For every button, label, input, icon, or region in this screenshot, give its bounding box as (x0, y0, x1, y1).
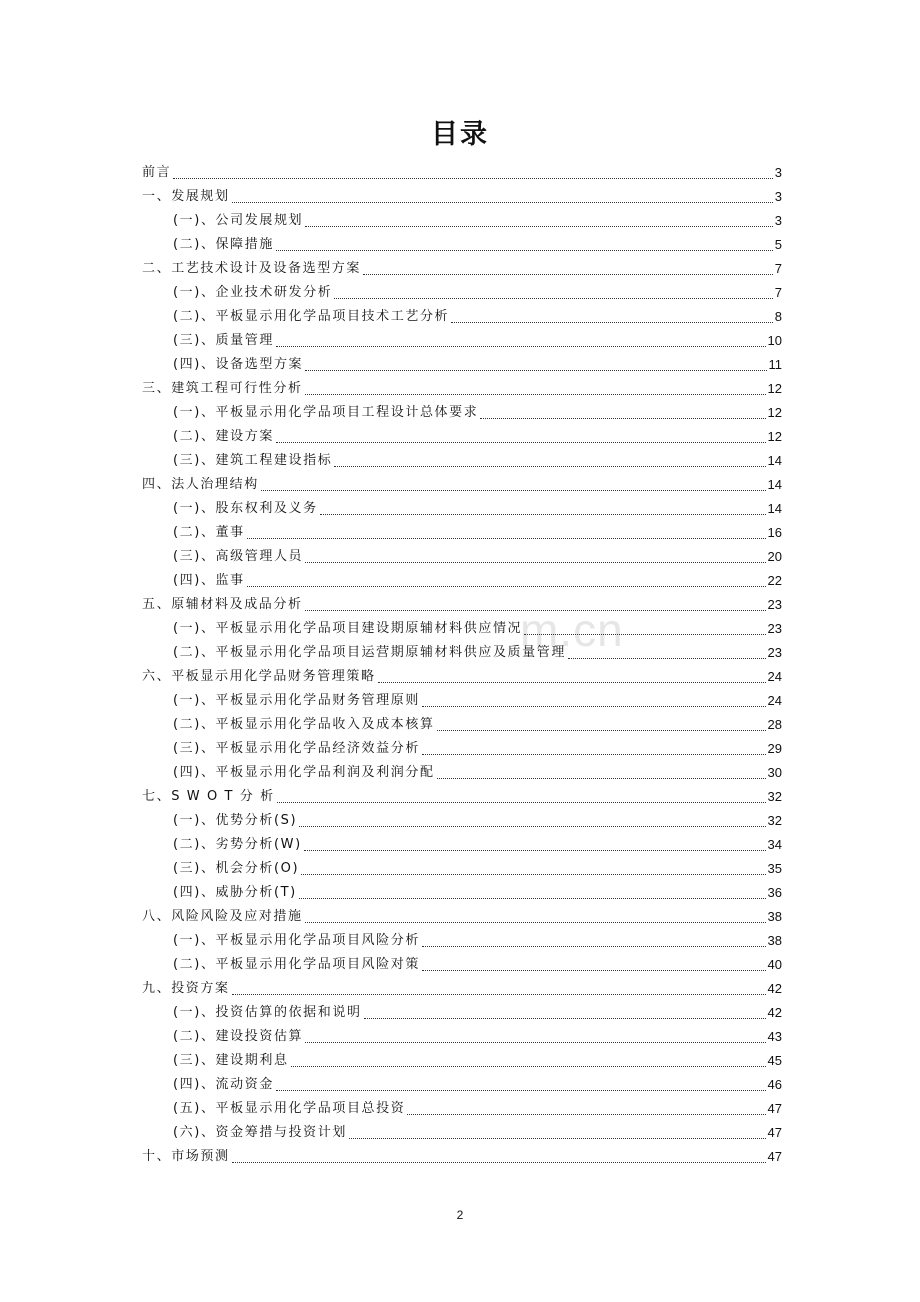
toc-entry-page: 8 (774, 309, 782, 324)
toc-entry-label: (二)、建设投资估算 (173, 1029, 304, 1044)
toc-entry[interactable] (142, 665, 782, 689)
toc-entry[interactable] (142, 161, 782, 185)
toc-entry[interactable] (142, 1049, 782, 1073)
toc-entry-page: 5 (774, 237, 782, 252)
toc-dot-leader (305, 369, 766, 371)
toc-dot-leader (305, 921, 766, 923)
toc-entry-label: (三)、建设期利息 (173, 1053, 289, 1068)
toc-entry-page: 43 (767, 1029, 782, 1044)
toc-dot-leader (299, 825, 765, 827)
toc-entry[interactable] (142, 761, 782, 785)
toc-entry-page: 12 (767, 381, 782, 396)
toc-entry[interactable] (142, 689, 782, 713)
toc-dot-leader (304, 849, 766, 851)
toc-entry-label: (一)、股东权利及义务 (173, 501, 318, 516)
toc-entry-page: 47 (767, 1149, 782, 1164)
toc-entry-page: 38 (767, 933, 782, 948)
toc-entry-label: (四)、平板显示用化学品利润及利润分配 (173, 765, 435, 780)
toc-entry-page: 42 (767, 1005, 782, 1020)
toc-entry-page: 30 (767, 765, 782, 780)
toc-entry-label: (二)、建设方案 (173, 429, 274, 444)
toc-entry-page: 47 (767, 1101, 782, 1116)
toc-entry-label: (一)、优势分析(S) (173, 813, 298, 828)
toc-entry[interactable] (142, 497, 782, 521)
toc-entry-page: 35 (767, 861, 782, 876)
toc-dot-leader (364, 1017, 766, 1019)
toc-entry[interactable] (142, 1025, 782, 1049)
toc-entry[interactable] (142, 281, 782, 305)
toc-entry-label: 二、工艺技术设计及设备选型方案 (142, 261, 362, 276)
toc-dot-leader (437, 777, 766, 779)
toc-dot-leader (334, 297, 772, 299)
toc-dot-leader (320, 513, 766, 515)
toc-entry-label: 五、原辅材料及成品分析 (142, 597, 303, 612)
toc-entry-label: (二)、平板显示用化学品项目运营期原辅材料供应及质量管理 (173, 645, 566, 660)
toc-entry[interactable] (142, 713, 782, 737)
toc-entry[interactable] (142, 953, 782, 977)
toc-entry-page: 12 (767, 405, 782, 420)
toc-entry-label: 八、风险风险及应对措施 (142, 909, 303, 924)
toc-entry-page: 10 (767, 333, 782, 348)
toc-entry-page: 3 (774, 213, 782, 228)
toc-entry-page: 24 (767, 693, 782, 708)
toc-dot-leader (422, 753, 766, 755)
toc-entry[interactable] (142, 473, 782, 497)
toc-dot-leader (173, 177, 773, 179)
toc-entry-label: (一)、平板显示用化学品项目风险分析 (173, 933, 420, 948)
toc-dot-leader (277, 801, 766, 803)
toc-entry-page: 28 (767, 717, 782, 732)
toc-dot-leader (232, 1161, 766, 1163)
toc-entry-page: 32 (767, 789, 782, 804)
page-number: 2 (456, 1208, 464, 1222)
toc-entry[interactable] (142, 929, 782, 953)
toc-entry[interactable] (142, 521, 782, 545)
toc-entry[interactable] (142, 569, 782, 593)
toc-dot-leader (480, 417, 765, 419)
toc-entry-label: (四)、设备选型方案 (173, 357, 304, 372)
toc-dot-leader (568, 657, 766, 659)
toc-dot-leader (291, 1065, 766, 1067)
toc-entry[interactable] (142, 737, 782, 761)
toc-dot-leader (451, 321, 773, 323)
toc-dot-leader (305, 225, 773, 227)
toc-entry-label: (一)、平板显示用化学品项目建设期原辅材料供应情况 (173, 621, 523, 636)
toc-dot-leader (407, 1113, 765, 1115)
toc-entry-label: 前言 (142, 165, 172, 180)
toc-entry-label: (一)、企业技术研发分析 (173, 285, 333, 300)
toc-entry-page: 23 (767, 597, 782, 612)
toc-dot-leader (378, 681, 766, 683)
toc-entry[interactable] (142, 977, 782, 1001)
toc-dot-leader (305, 609, 766, 611)
toc-dot-leader (276, 345, 766, 347)
toc-entry-page: 24 (767, 669, 782, 684)
toc-entry[interactable] (142, 881, 782, 905)
toc-entry[interactable] (142, 401, 782, 425)
toc-entry[interactable] (142, 1001, 782, 1025)
toc-entry-label: 六、平板显示用化学品财务管理策略 (142, 669, 376, 684)
toc-entry-label: 十、市场预测 (142, 1149, 230, 1164)
toc-entry[interactable] (142, 329, 782, 353)
toc-entry-page: 34 (767, 837, 782, 852)
toc-dot-leader (422, 969, 766, 971)
toc-entry-label: (四)、威胁分析(T) (173, 885, 297, 900)
toc-entry-page: 46 (767, 1077, 782, 1092)
toc-entry-label: (六)、资金筹措与投资计划 (173, 1125, 347, 1140)
toc-entry[interactable] (142, 353, 782, 377)
toc-entry[interactable] (142, 257, 782, 281)
toc-entry-label: 三、建筑工程可行性分析 (142, 381, 303, 396)
toc-entry[interactable] (142, 617, 782, 641)
toc-dot-leader (232, 993, 766, 995)
toc-dot-leader (232, 201, 773, 203)
toc-dot-leader (305, 1041, 765, 1043)
table-of-contents (142, 161, 782, 1169)
toc-entry-label: (二)、劣势分析(W) (173, 837, 302, 852)
toc-entry-page: 29 (767, 741, 782, 756)
toc-entry-label: (三)、建筑工程建设指标 (173, 453, 333, 468)
toc-entry[interactable] (142, 545, 782, 569)
toc-entry-page: 14 (767, 453, 782, 468)
toc-dot-leader (305, 393, 766, 395)
toc-entry[interactable] (142, 857, 782, 881)
toc-entry[interactable] (142, 305, 782, 329)
toc-dot-leader (276, 441, 766, 443)
toc-entry[interactable] (142, 449, 782, 473)
toc-entry-label: (三)、质量管理 (173, 333, 274, 348)
toc-entry[interactable] (142, 1121, 782, 1145)
toc-entry-label: (四)、监事 (173, 573, 245, 588)
toc-entry-label: (三)、机会分析(O) (173, 861, 300, 876)
toc-dot-leader (363, 273, 773, 275)
toc-entry[interactable] (142, 1073, 782, 1097)
toc-entry-page: 38 (767, 909, 782, 924)
toc-title: 目录 (431, 119, 489, 150)
toc-entry-label: (二)、平板显示用化学品收入及成本核算 (173, 717, 435, 732)
toc-entry-label: (二)、保障措施 (173, 237, 274, 252)
toc-dot-leader (305, 561, 765, 563)
toc-dot-leader (247, 585, 766, 587)
toc-entry[interactable] (142, 785, 782, 809)
toc-entry-page: 23 (767, 645, 782, 660)
toc-entry-label: 九、投资方案 (142, 981, 230, 996)
toc-entry-label: (一)、公司发展规划 (173, 213, 304, 228)
toc-entry[interactable] (142, 809, 782, 833)
toc-dot-leader (334, 465, 765, 467)
toc-dot-leader (422, 705, 766, 707)
toc-entry-page: 7 (774, 285, 782, 300)
toc-entry-page: 42 (767, 981, 782, 996)
toc-entry-page: 23 (767, 621, 782, 636)
watermark: m.cn (520, 604, 624, 656)
toc-dot-leader (299, 897, 766, 899)
toc-dot-leader (301, 873, 765, 875)
toc-entry-page: 20 (767, 549, 782, 564)
toc-entry[interactable] (142, 833, 782, 857)
toc-dot-leader (437, 729, 766, 731)
toc-entry-label: (二)、平板显示用化学品项目风险对策 (173, 957, 420, 972)
toc-entry[interactable] (142, 641, 782, 665)
toc-entry-page: 47 (767, 1125, 782, 1140)
toc-entry-page: 40 (767, 957, 782, 972)
toc-entry-label: (三)、平板显示用化学品经济效益分析 (173, 741, 420, 756)
toc-entry-label: (二)、董事 (173, 525, 245, 540)
toc-dot-leader (349, 1137, 766, 1139)
toc-entry[interactable] (142, 377, 782, 401)
toc-entry-label: (二)、平板显示用化学品项目技术工艺分析 (173, 309, 450, 324)
toc-dot-leader (261, 489, 766, 491)
toc-entry-page: 16 (767, 525, 782, 540)
toc-entry-label: 一、发展规划 (142, 189, 230, 204)
toc-dot-leader (276, 1089, 766, 1091)
toc-entry-page: 32 (767, 813, 782, 828)
toc-dot-leader (276, 249, 773, 251)
toc-dot-leader (247, 537, 766, 539)
toc-entry-page: 14 (767, 501, 782, 516)
toc-entry[interactable] (142, 185, 782, 209)
toc-entry-label: (一)、平板显示用化学品财务管理原则 (173, 693, 420, 708)
toc-entry-page: 12 (767, 429, 782, 444)
toc-entry-label: (一)、平板显示用化学品项目工程设计总体要求 (173, 405, 479, 420)
toc-entry[interactable] (142, 1097, 782, 1121)
toc-entry-label: (一)、投资估算的依据和说明 (173, 1005, 362, 1020)
toc-entry-label: 四、法人治理结构 (142, 477, 259, 492)
toc-entry-page: 7 (774, 261, 782, 276)
toc-entry-label: (五)、平板显示用化学品项目总投资 (173, 1101, 406, 1116)
toc-entry-label: (四)、流动资金 (173, 1077, 274, 1092)
toc-entry-label: (三)、高级管理人员 (173, 549, 304, 564)
toc-entry[interactable] (142, 209, 782, 233)
toc-entry[interactable] (142, 593, 782, 617)
toc-dot-leader (524, 633, 765, 635)
toc-entry-page: 22 (767, 573, 782, 588)
toc-entry-page: 3 (774, 189, 782, 204)
toc-entry[interactable] (142, 905, 782, 929)
toc-entry-label: 七、S W O T 分 析 (142, 789, 275, 804)
toc-entry-page: 11 (768, 357, 782, 372)
toc-dot-leader (422, 945, 766, 947)
toc-entry-page: 14 (767, 477, 782, 492)
toc-entry-page: 45 (767, 1053, 782, 1068)
toc-entry[interactable] (142, 425, 782, 449)
toc-entry-page: 3 (774, 165, 782, 180)
toc-entry[interactable] (142, 233, 782, 257)
toc-entry[interactable] (142, 1145, 782, 1169)
toc-entry-page: 36 (767, 885, 782, 900)
